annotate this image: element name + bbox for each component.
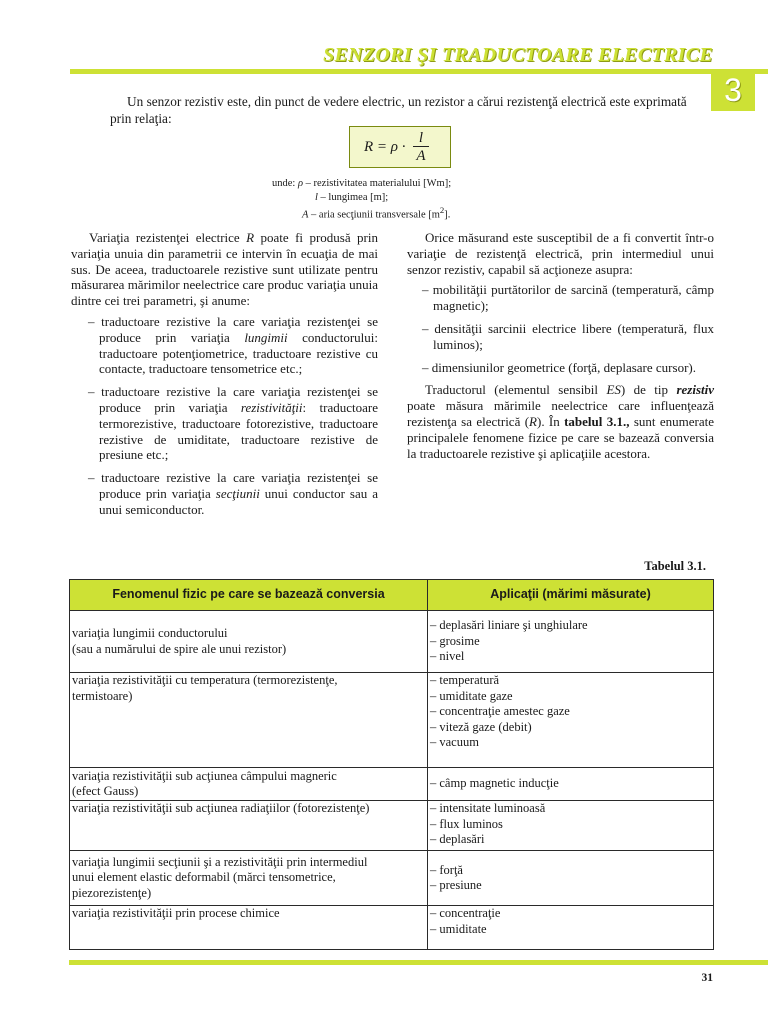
transducer-type-list	[71, 314, 378, 518]
applications-cell: – câmp magnetic inducţie	[428, 768, 714, 801]
action-list	[407, 282, 714, 375]
table-row	[70, 768, 714, 801]
phenomenon-cell: variaţia rezistivităţii sub acţiunea câmpului magneric (efect Gauss)	[70, 768, 428, 801]
header-phenomenon: Fenomenul fizic pe care se bazează conversia	[70, 580, 428, 611]
formula-fraction	[413, 130, 429, 165]
right-paragraph-1: Orice măsurand este susceptibil de a fi convertit într-o variaţie de rezistenţă electrică, prin intermediul unui senzor rezistiv, capabil să acţioneze asupra:	[407, 230, 714, 277]
list-item: – traductoare rezistive la care variaţia rezistenţei se produce prin variaţia secţiunii unui conductor sau a unui semiconductor.	[88, 470, 378, 517]
right-paragraph-2: Traductorul (elementul sensibil ES) de tip rezistiv poate măsura mărimile neelectrice care influenţează rezistenţa sa electrică (R). În tabelul 3.1., sunt enumerate principalele fenomene fizice pe care se bazează conversia la traductoarele rezistive şi aplicaţiile acestora.	[407, 382, 714, 461]
page-header-title: SENZORI ŞI TRADUCTOARE ELECTRICE	[323, 44, 713, 66]
conversion-table	[69, 579, 714, 950]
page-number: 31	[701, 972, 713, 984]
phenomenon-cell: variaţia lungimii secţiunii şi a rezistivităţii prin intermediul unui element elastic deformabil (mărci tensometrice, piezorezistenţe)	[70, 851, 428, 906]
formula-numerator: l	[413, 130, 429, 147]
legend-line-rho: unde: ρ – rezistivitatea materialului [Wm];	[272, 178, 452, 189]
right-column	[407, 230, 714, 466]
list-item: – dimensiunilor geometrice (forţă, deplasare cursor).	[422, 359, 696, 375]
resistance-formula	[349, 126, 451, 168]
table-row	[70, 673, 714, 768]
applications-cell: – temperatură – umiditate gaze – concentraţie amestec gaze – viteză gaze (debit) – vacuum	[428, 673, 714, 768]
list-item: – mobilităţii purtătorilor de sarcină (temperatură, câmp magnetic);	[422, 282, 714, 314]
legend-line-area: A – aria secţiunii transversale $[m^2]$.	[302, 205, 451, 221]
phenomenon-cell: variaţia rezistivităţii prin procese chimice	[70, 906, 428, 950]
formula-legend	[272, 177, 451, 222]
applications-cell: – concentraţie – umiditate	[428, 906, 714, 950]
formula-denominator: A	[416, 148, 426, 164]
table-row	[70, 851, 714, 906]
intro-paragraph	[110, 93, 705, 127]
phenomenon-cell: variaţia rezistivităţii cu temperatura (termorezistenţe, termistoare)	[70, 673, 428, 768]
header-applications: Aplicaţii (mărimi măsurate)	[428, 580, 714, 611]
left-paragraph: Variaţia rezistenţei electrice R poate fi produsă prin variaţia unuia din parametrii ce intervin în ecuaţia de mai sus. De aceea, traductoarele rezistive sunt utilizate pentru măsurarea mărimilor neelectrice care produc variaţia unuia dintre cei trei parametri, şi anume:	[71, 230, 378, 309]
table-header-row	[70, 580, 714, 611]
table-caption: Tabelul 3.1.	[644, 559, 706, 573]
table-row	[70, 801, 714, 851]
applications-cell: – forţă – presiune	[428, 851, 714, 906]
table-row	[70, 611, 714, 673]
phenomenon-cell: variaţia rezistivităţii sub acţiunea radiaţiilor (fotorezistenţe)	[70, 801, 428, 851]
phenomenon-cell: variaţia lungimii conductorului (sau a numărului de spire ale unui rezistor)	[70, 611, 428, 673]
applications-cell: – intensitate luminoasă – flux luminos – deplasări	[428, 801, 714, 851]
list-item: – densităţii sarcinii electrice libere (temperatură, flux luminos);	[422, 320, 714, 352]
chapter-number-badge: 3	[711, 71, 755, 111]
table-row	[70, 906, 714, 950]
formula-lhs: R = ρ ·	[364, 139, 406, 155]
applications-cell: – deplasări liniare şi unghiulare – grosime – nivel	[428, 611, 714, 673]
intro-text: Un senzor rezistiv este, din punct de vedere electric, un rezistor a cărui rezistenţă electrică este exprimată prin relaţia:	[110, 94, 687, 126]
list-item: – traductoare rezistive la care variaţia rezistenţei se produce prin variaţia lungimii conductorului: traductoare potenţiometrice, traductoare rezistive cu contacte, traductoare tensometrice etc.;	[88, 313, 378, 377]
list-item: – traductoare rezistive la care variaţia rezistenţei se produce prin variaţia rezistivităţii: traductoare termorezistive, traductoare fotorezistive, traductoare rezistive de umiditate, traductoare rezistive de presiune etc.;	[88, 384, 378, 463]
header-rule	[70, 69, 768, 74]
legend-line-length: l – lungimea [m];	[315, 191, 389, 203]
footer-rule	[69, 960, 768, 965]
left-column	[71, 230, 378, 525]
